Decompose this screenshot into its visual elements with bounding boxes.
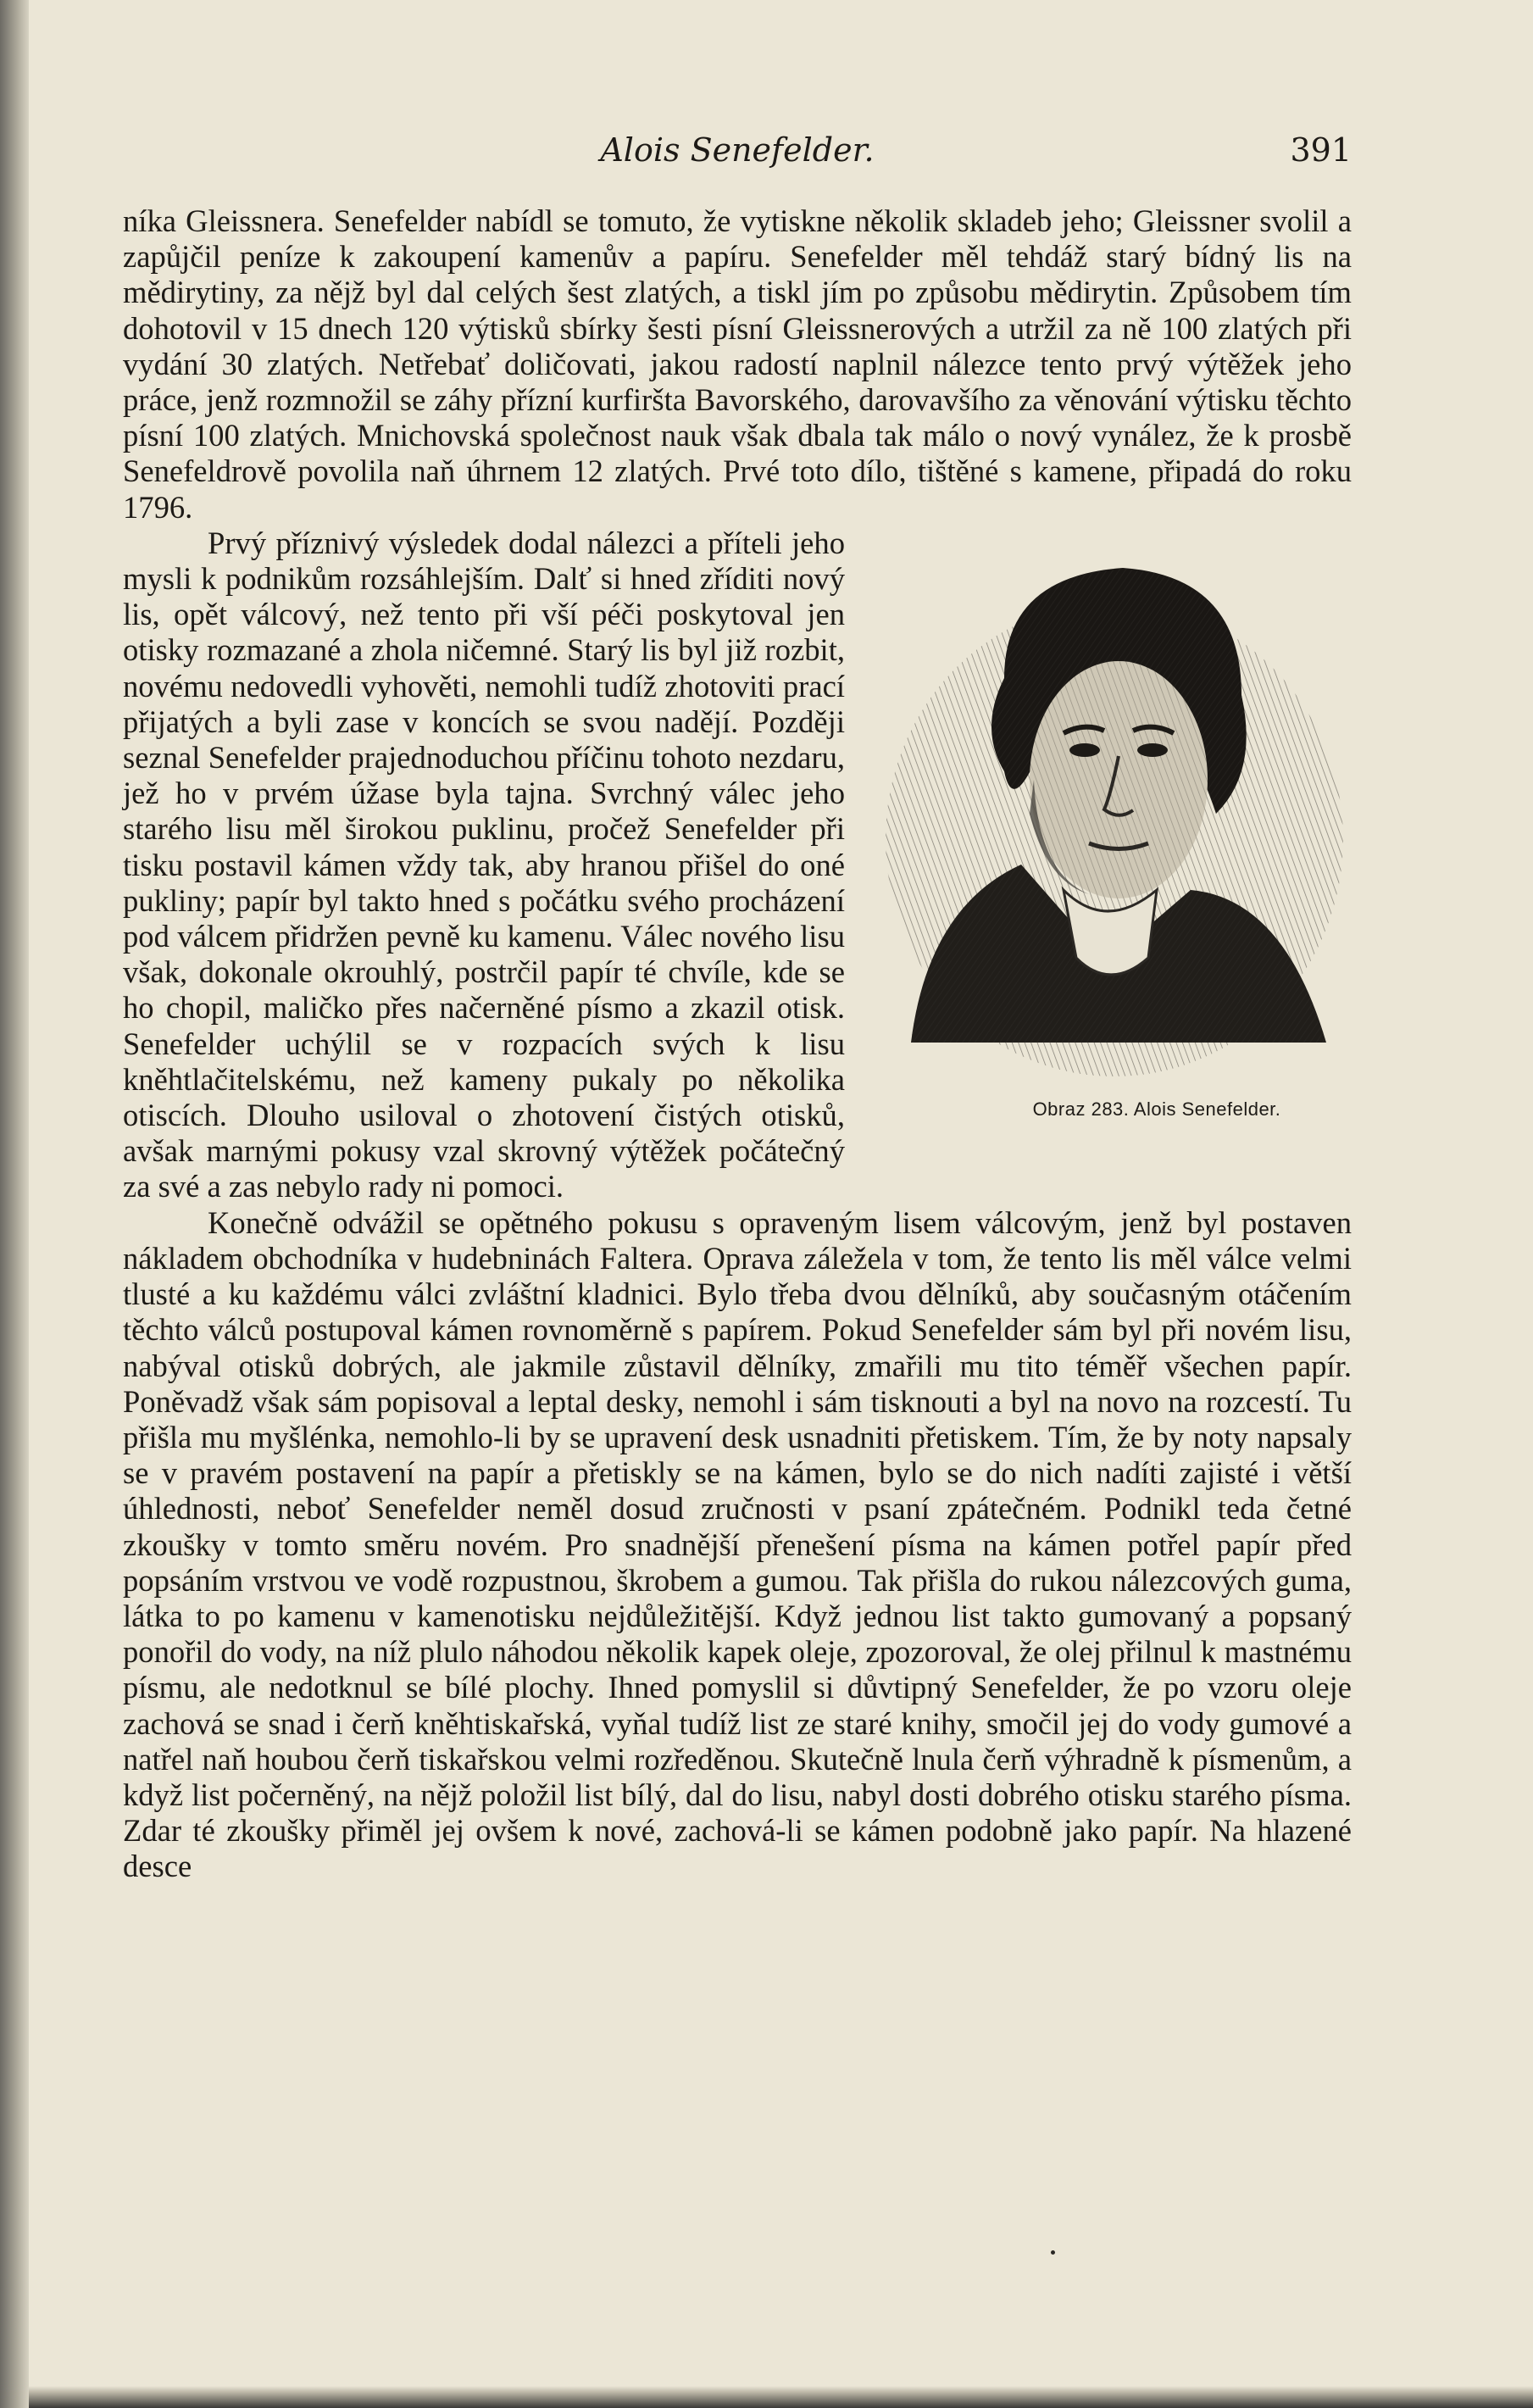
page-header: [123, 131, 1352, 182]
page-bottom-edge: [29, 2386, 1533, 2408]
body-text: [123, 203, 1352, 1885]
figure-caption: Obraz 283. Alois Senefelder.: [1032, 1098, 1281, 1120]
book-spine-shadow: [0, 0, 29, 2408]
running-title: Alois Senefelder.: [600, 131, 875, 169]
paragraph-2-text: Prvý příznivý výsledek dodal nálezci a příteli jeho mysli k podnikům rozsáhlejším. Dalť si hned zříditi nový lis, opět válcový, než tento při vší péči poskytoval jen otisky rozmazané a zhola ničemné. Starý lis byl již rozbit, novému nedovedli vyhověti, nemohli tudíž zhotoviti prací přijatých a byli zase v koncích se svou nadějí. Později seznal Senefelder prajednoduchou příčinu tohoto nezdaru, jež ho v prvém úžase byla tajna. Svrchný válec jeho starého lisu měl širokou puklinu, pročež Senefelder při tisku postavil kámen vždy tak, aby hranou přišel do oné pukliny; papír byl takto hned s počátku svého procházení pod válcem přidržen pevně ku kamenu. Válec nového lisu však, dokonale okrouhlý, postrčil papír té chvíle, kde se ho chopil, maličko přes načerněné písmo a zkazil otisk. Senefelder uchýlil se v rozpacích svých k lisu kněhtlačitelskému, než kameny pukaly po několika otiscích. Dlouho usiloval o zhotovení čistých otisků, avšak marnými pokusy vzal skrovný výtěžek počátečný za své a zas nebylo rady ni pomoci.: [123, 525, 845, 1204]
paragraph-1: níka Gleissnera. Senefelder nabídl se tomuto, že vytiskne několik skladeb jeho; Gleissner svolil a zapůjčil peníze k zakoupení kamenův a papíru. Senefelder měl tehdáž starý bídný lis na mědirytiny, za nějž byl dal celých šest zlatých, a tiskl jím po způsobu mědirytin. Způsobem tím dohotovil v 15 dnech 120 výtisků sbírky šesti písní Gleissnerových a utržil za ně 100 zlatých při vydání 30 zlatých. Netřebať doličovati, jakou radostí naplnil nálezce tento prvý výtěžek jeho práce, jenž rozmnožil se záhy přízní kurfiršta Bavorského, darovavšího za věnování výtisku těchto písní 100 zlatých. Mnichovská společnost nauk však dbala tak málo o nový vynález, že k prosbě Senefeldrově povolila naň úhrnem 12 zlatých. Prvé toto dílo, tištěné s kamene, připadá do roku 1796.: [123, 203, 1352, 525]
ink-speck: [1051, 2250, 1055, 2255]
paragraph-2: [123, 526, 1352, 1205]
paragraph-3: Konečně odvážil se opětného pokusu s opraveným lisem válcovým, jenž byl postaven nákladem obchodníka v hudebninách Faltera. Oprava záležela v tom, že tento lis měl válce velmi tlusté a ku každému válci zvláštní kladnici. Bylo třeba dvou dělníků, aby současným otáčením těchto válců postupoval kámen rovnoměrně s papírem. Pokud Senefelder sám byl při novém lisu, nabýval otisků dobrých, ale jakmile zůstavil dělníky, zmařili mu tito téměř všechen papír. Poněvadž však sám popisoval a leptal desky, nemohl i sám tisknouti a byl na novo na rozcestí. Tu přišla mu myšlénka, nemohlo-li by se upravení desk usnadniti přetiskem. Tím, že by noty napsaly se v pravém postavení na papír a přetiskly se na kámen, bylo se do nich nadíti zajisté i větší úhlednosti, neboť Senefelder neměl dosud zručnosti v psaní zpátečném. Podnikl teda četné zkoušky v tomto směru novém. Pro snadnější přenešení písma na kámen potřel papír před popsáním vrstvou ve vodě rozpustnou, škrobem a gumou. Tak přišla do rukou nálezcových guma, látka to po kamenu v kamenotisku nejdůležitější. Když jednou list takto gumovaný a popsaný ponořil do vody, na níž plulo náhodou několik kapek oleje, zpozoroval, že olej přilnul k mastnému písmu, ale nedotknul se bílé plochy. Ihned pomyslil si důvtipný Senefelder, že po vzoru oleje zachová se snad i čerň kněhtiskařská, vyňal tudíž list ze staré knihy, smočil jej do vody gumové a natřel naň houbou čerň tiskařskou velmi rozředěnou. Skutečně lnula čerň výhradně k písmenům, a když list počerněný, na nějž položil list bílý, dal do lisu, nabyl dosti dobrého otisku starého písma. Zdar té zkoušky přiměl jej ovšem k nové, zachová-li se kámen podobně jako papír. Na hlazené desce: [123, 1204, 1352, 1884]
figure: [877, 534, 1352, 1170]
portrait-engraving: [877, 534, 1352, 1076]
page-number: 391: [1290, 131, 1352, 169]
